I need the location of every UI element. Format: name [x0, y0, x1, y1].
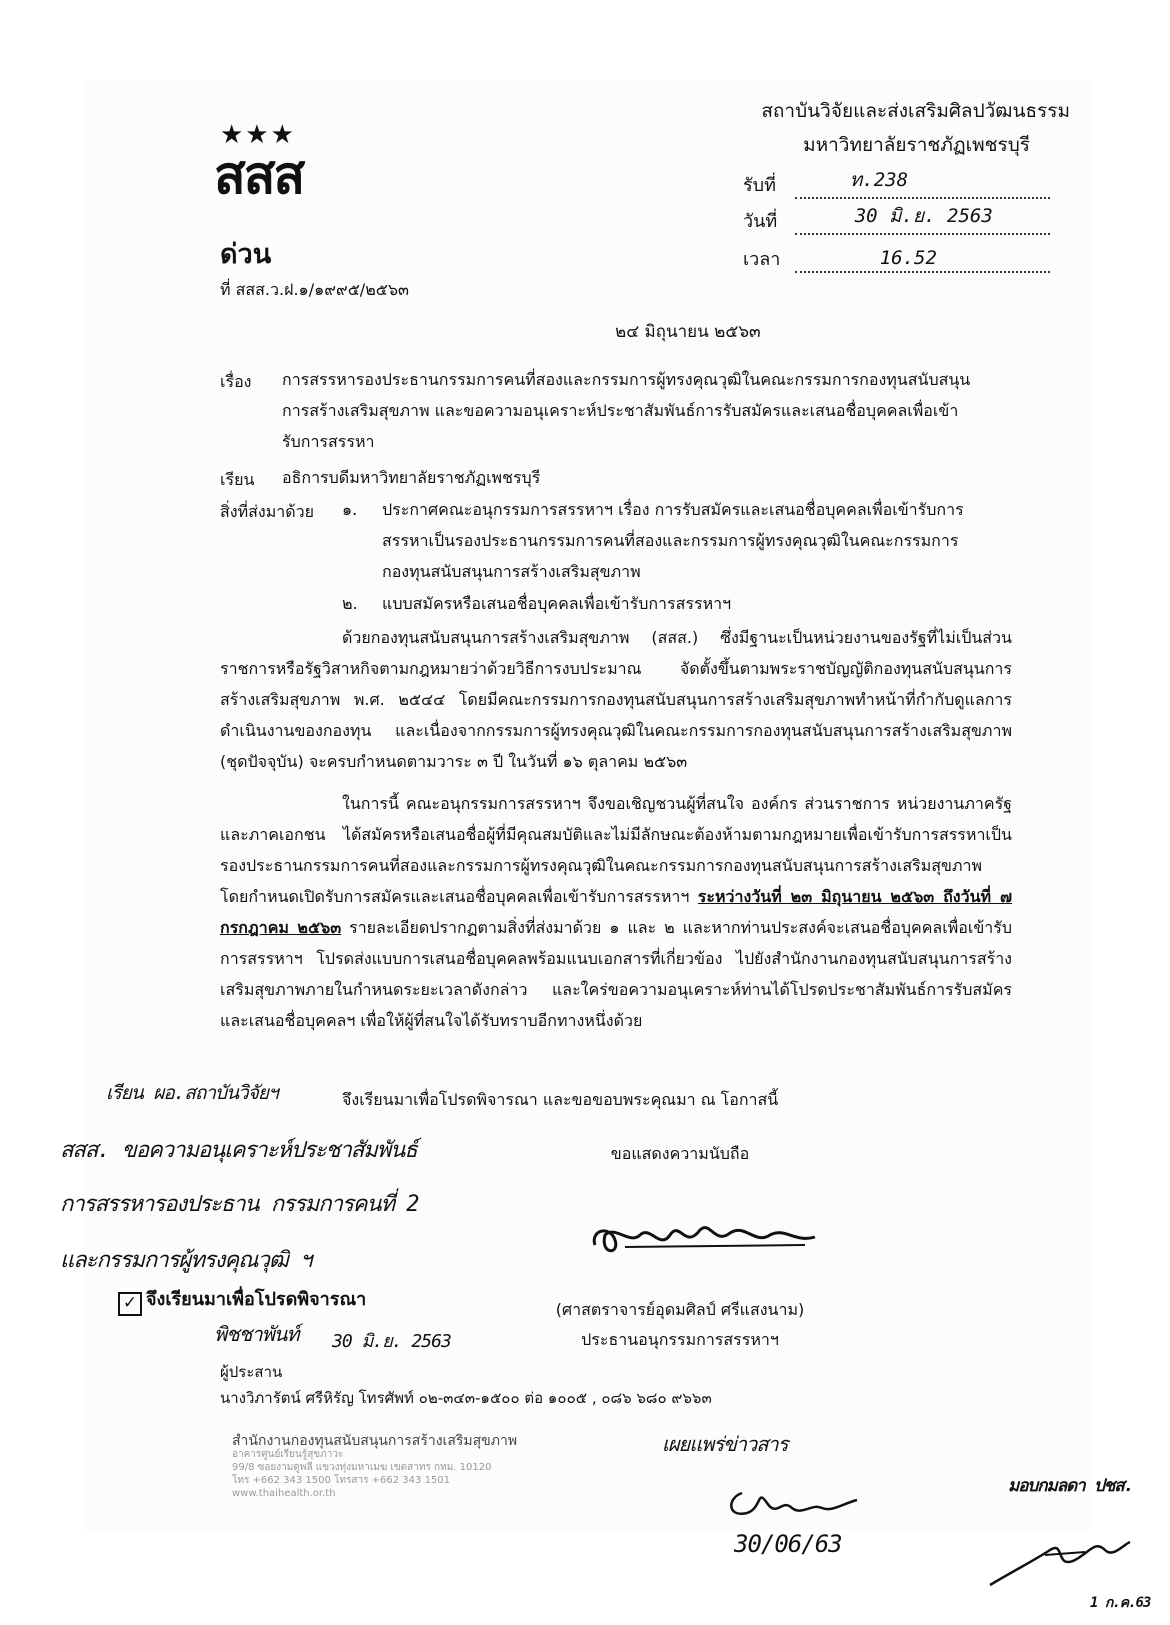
coordinator-contact: นางวิภารัตน์ ศรีหิรัญ โทรศัพท์ ๐๒-๓๔๓-๑๕๐๐ ต่อ ๑๐๐๕ , ๐๘๖ ๖๘๐ ๙๖๖๓	[220, 1389, 712, 1407]
receipt-time-row	[743, 244, 1050, 273]
final-signature	[985, 1530, 1135, 1590]
receipt-date-value: 30 มิ.ย. 2563	[854, 205, 993, 227]
document-number: ที่ สสส.ว.ฝ.๑/๑๙๙๕/๒๕๖๓	[220, 280, 409, 299]
application-period: ระหว่างวันที่ ๒๓ มิถุนายน ๒๕๖๓ ถึงวันที่ ๗ กรกฎาคม ๒๕๖๓	[220, 887, 1012, 937]
receipt-number-row	[743, 170, 1050, 199]
receipt-date-row	[743, 206, 1050, 235]
signer-title: ประธานอนุกรรมการสรรหาฯ	[581, 1330, 779, 1349]
footer-phone: โทร +662 343 1500 โทรสาร +662 343 1501	[232, 1475, 451, 1486]
receipt-date-label: วันที่	[743, 211, 778, 232]
letter-date: ๒๔ มิถุนายน ๒๕๖๓	[615, 322, 761, 342]
enclosure-1-line: สรรหาเป็นรองประธานกรรมการคนที่สองและกรรมการผู้ทรงคุณวุฒิในคณะกรรมการ	[382, 531, 959, 550]
enclosure-1-line: ประกาศคณะอนุกรรมการสรรหาฯ เรื่อง การรับสมัครและเสนอชื่อบุคคลเพื่อเข้ารับการ	[382, 500, 964, 519]
footer-organization: สำนักงานกองทุนสนับสนุนการสร้างเสริมสุขภาพ	[232, 1433, 518, 1449]
subject-text	[282, 364, 1012, 457]
body-paragraph-1: ด้วยกองทุนสนับสนุนการสร้างเสริมสุขภาพ (สสส.) ซึ่งมีฐานะเป็นหน่วยงานของรัฐที่ไม่เป็นส่วนราชการหรือรัฐวิสาหกิจตามกฎหมายว่าด้วยวิธีการงบประมาณ จัดตั้งขึ้นตามพระราชบัญญัติกองทุนสนับสนุนการสร้างเสริมสุขภาพ พ.ศ. ๒๕๔๔ โดยมีคณะกรรมการกองทุนสนับสนุนการสร้างเสริมสุขภาพทำหน้าที่กำกับดูแลการดำเนินงานของกองทุน และเนื่องจากกรรมการผู้ทรงคุณวุฒิในคณะกรรมการกองทุนสนับสนุนการสร้างเสริมสุขภาพ (ชุดปัจจุบัน) จะครบกำหนดตามวาระ ๓ ปี ในวันที่ ๑๖ ตุลาคม ๒๕๖๓	[220, 628, 1012, 771]
para2-text-a: ในการนี้ คณะอนุกรรมการสรรหาฯ จึงขอเชิญชวนผู้ที่สนใจ องค์กร ส่วนราชการ หน่วยงานภาครัฐและภาคเอกชน ได้สมัครหรือเสนอชื่อผู้ที่มีคุณสมบัติและไม่มีลักษณะต้องห้ามตามกฎหมายเพื่อเข้ารับการสรรหาเป็นรองประธานกรรมการคนที่สองและกรรมการผู้ทรงคุณวุฒิในคณะกรรมการกองทุนสนับสนุนการสร้างเสริมสุขภาพ โดยกำหนดเปิดรับการสมัครและเสนอชื่อบุคคลเพื่อเข้ารับการสรรหาฯ	[220, 794, 1012, 906]
handwritten-note-publish: เผยแพร่ข่าวสาร	[662, 1432, 788, 1456]
receipt-time-label: เวลา	[743, 249, 781, 270]
closing-sentence: จึงเรียนมาเพื่อโปรดพิจารณา และขอขอบพระคุณมา ณ โอกาสนี้	[342, 1090, 779, 1109]
handwritten-signer-1: พิชชาพันท์	[214, 1322, 299, 1346]
receipt-number-label: รับที่	[743, 175, 776, 196]
enclosure-1	[382, 494, 1022, 587]
to-value: อธิการบดีมหาวิทยาลัยราชภัฏเพชรบุรี	[282, 468, 541, 487]
para2-text-c: รายละเอียดปรากฏตามสิ่งที่ส่งมาด้วย ๑ และ ๒ และหากท่านประสงค์จะเสนอชื่อบุคคลเพื่อเข้ารับการสรรหาฯ โปรดส่งแบบการเสนอชื่อบุคคลพร้อมแนบเอกสารที่เกี่ยวข้อง ไปยังสำนักงานกองทุนสนับสนุนการสร้างเสริมสุขภาพภายในกำหนดระยะเวลาดังกล่าว และใคร่ขอความอนุเคราะห์ท่านได้โปรดประชาสัมพันธ์การรับสมัครและเสนอชื่อบุคคลฯ เพื่อให้ผู้ที่สนใจได้รับทราบอีกทางหนึ่งด้วย	[220, 918, 1012, 1030]
subject-line: การสรรหารองประธานกรรมการคนที่สองและกรรมการผู้ทรงคุณวุฒิในคณะกรรมการกองทุนสนับสนุน	[282, 370, 971, 389]
regards: ขอแสดงความนับถือ	[610, 1144, 750, 1163]
approval-checkbox-row	[118, 1284, 366, 1316]
institute-line1: สถาบันวิจัยและส่งเสริมศิลปวัฒนธรรม	[761, 100, 1070, 122]
logo-stars: ★★★	[220, 120, 296, 150]
footer-website: www.thaihealth.or.th	[232, 1488, 336, 1499]
to-label: เรียน	[220, 470, 255, 489]
handwritten-assign-note: มอบกมลดา ปชส.	[1008, 1476, 1133, 1496]
handwritten-note-1: สสส. ขอความอนุเคราะห์ประชาสัมพันธ์	[60, 1138, 417, 1163]
signer-signature	[585, 1205, 825, 1265]
thaihealth-logo: สสส	[214, 146, 304, 206]
coordinator-label: ผู้ประสาน	[220, 1363, 283, 1381]
handwritten-to: เรียน ผอ.สถาบันวิจัยฯ	[106, 1082, 278, 1104]
enclosure-2-number: ๒.	[342, 594, 358, 613]
checked-box-icon: ✓	[118, 1292, 142, 1316]
enclosure-label: สิ่งที่ส่งมาด้วย	[220, 502, 314, 521]
enclosure-1-line: กองทุนสนับสนุนการสร้างเสริมสุขภาพ	[382, 562, 641, 581]
approval-text: จึงเรียนมาเพื่อโปรดพิจารณา	[146, 1289, 367, 1310]
handwritten-signer-1-date: 30 มิ.ย. 2563	[332, 1331, 451, 1352]
subject-label: เรื่อง	[220, 372, 252, 391]
urgent-label: ด่วน	[220, 239, 272, 270]
subject-line: การสร้างเสริมสุขภาพ และขอความอนุเคราะห์ประชาสัมพันธ์การรับสมัครและเสนอชื่อบุคคลเพื่อเข้า	[282, 401, 959, 420]
handwritten-note-3: และกรรมการผู้ทรงคุณวุฒิ ฯ	[60, 1248, 312, 1273]
enclosure-1-number: ๑.	[342, 500, 358, 519]
footer-building: อาคารศูนย์เรียนรู้สุขภาวะ	[232, 1449, 344, 1460]
handwritten-date-bottom: 1 ก.ค.63	[1090, 1595, 1151, 1611]
footer-address: 99/8 ซอยงามดูพลี แขวงทุ่งมหาเมฆ เขตสาทร กทม. 10120	[232, 1462, 492, 1473]
institute-line2: มหาวิทยาลัยราชภัฏเพชรบุรี	[803, 134, 1030, 156]
handwritten-sign-date: 30/06/63	[734, 1530, 842, 1558]
receipt-number-value: ท.238	[849, 169, 909, 191]
subject-line: รับการสรรหา	[282, 432, 375, 451]
handwritten-note-2: การสรรหารองประธาน กรรมการคนที่ 2	[60, 1192, 419, 1217]
enclosure-2: แบบสมัครหรือเสนอชื่อบุคคลเพื่อเข้ารับการสรรหาฯ	[382, 594, 732, 613]
institute-name	[730, 94, 1070, 162]
director-signature	[722, 1478, 862, 1524]
body-paragraph-2	[220, 788, 1012, 1036]
receipt-time-value: 16.52	[879, 247, 937, 269]
signer-name: (ศาสตราจารย์อุดมศิลป์ ศรีแสงนาม)	[555, 1300, 805, 1319]
